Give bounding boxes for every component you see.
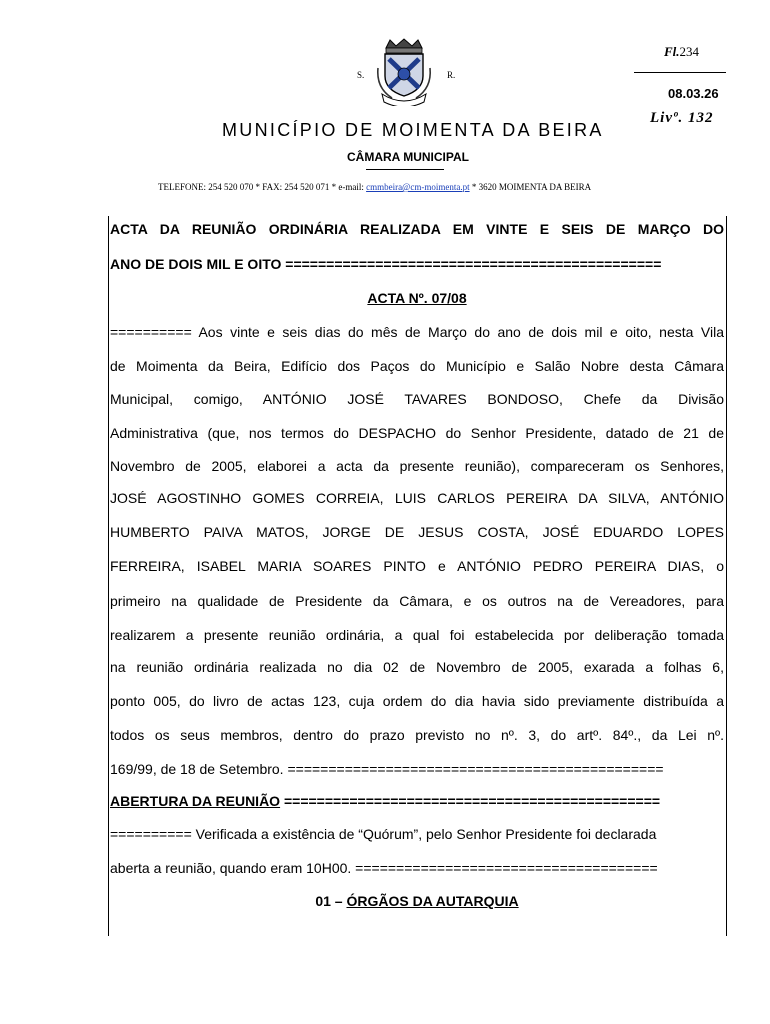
body-line: ponto 005, do livro de actas 123, cuja ordem do dia havia sido previamente distribuída a [110,693,724,709]
contact-phone-fax: TELEFONE: 254 520 070 * FAX: 254 520 071 * e-mail: [158,182,367,192]
folio-number [664,44,699,60]
folio-value: 234 [679,44,700,59]
minutes-title-line-1: ACTA DA REUNIÃO ORDINÁRIA REALIZADA EM VINTE E SEIS DE MARÇO DO [110,221,724,237]
folio-prefix: Fl. [664,44,680,59]
crest-letter-left: S. [357,70,365,80]
document-date: 08.03.26 [668,86,719,101]
body-line: HUMBERTO PAIVA MATOS, JORGE DE JESUS COSTA, JOSÉ EDUARDO LOPES [110,524,724,540]
chamber-title: CÂMARA MUNICIPAL [347,150,469,164]
abertura-heading: ABERTURA DA REUNIÃO [110,793,281,809]
body-line: todos os seus membros, dentro do prazo previsto no nº. 3, do artº. 84º., da Lei nº. [110,727,724,743]
municipal-crest-icon [372,38,436,106]
acta-number [110,290,724,306]
abertura-heading-line [110,793,724,809]
body-line: Novembro de 2005, elaborei a acta da presente reunião), compareceram os Senhores, [110,458,724,474]
municipality-title: MUNICÍPIO DE MOIMENTA DA BEIRA [222,120,604,140]
chamber-underline [366,169,444,170]
abertura-line-1: ========== Verificada a existência de “Quórum”, pelo Senhor Presidente foi declarada [110,826,657,842]
body-line: na reunião ordinária realizada no dia 02 de Novembro de 2005, exarada a folhas 6, [110,659,724,675]
contact-email-link[interactable]: cmmbeira@cm-moimenta.pt [366,182,470,192]
body-line: 169/99, de 18 de Setembro. ============================================== [110,761,664,777]
body-line: ========== Aos vinte e seis dias do mês de Março do ano de dois mil e oito, nesta Vila [110,324,724,340]
margin-line-right [726,216,727,936]
section-title: ÓRGÃOS DA AUTARQUIA [346,893,519,909]
body-line: Administrativa (que, nos termos do DESPACHO do Senhor Presidente, datado de 21 de [110,425,724,441]
folio-underline [634,72,726,73]
body-line: FERREIRA, ISABEL MARIA SOARES PINTO e ANTÓNIO PEDRO PEREIRA DIAS, o [110,558,724,574]
body-line: JOSÉ AGOSTINHO GOMES CORREIA, LUIS CARLOS PEREIRA DA SILVA, ANTÓNIO [110,490,724,506]
acta-number-text: ACTA Nº. 07/08 [367,290,467,306]
abertura-line-2: aberta a reunião, quando eram 10H00. ===================================== [110,860,658,876]
abertura-heading-fill: ============================================== [280,793,661,809]
body-line: de Moimenta da Beira, Edifício dos Paços do Município e Salão Nobre desta Câmara [110,358,724,374]
body-line: primeiro na qualidade de Presidente da Câmara, e os outros na de Vereadores, para [110,593,724,609]
section-number: 01 – [315,893,347,909]
section-heading [110,893,724,909]
contact-line [158,182,591,192]
book-number: Livº. 132 [650,110,714,126]
body-line: realizarem a presente reunião ordinária, a qual foi estabelecida por deliberação tomada [110,627,724,643]
contact-address: * 3620 MOIMENTA DA BEIRA [469,182,592,192]
body-line: Municipal, comigo, ANTÓNIO JOSÉ TAVARES BONDOSO, Chefe da Divisão [110,391,724,407]
margin-line-left [108,216,109,936]
minutes-title-line-2: ANO DE DOIS MIL E OITO ============================================== [110,256,662,272]
crest-letter-right: R. [447,70,456,80]
